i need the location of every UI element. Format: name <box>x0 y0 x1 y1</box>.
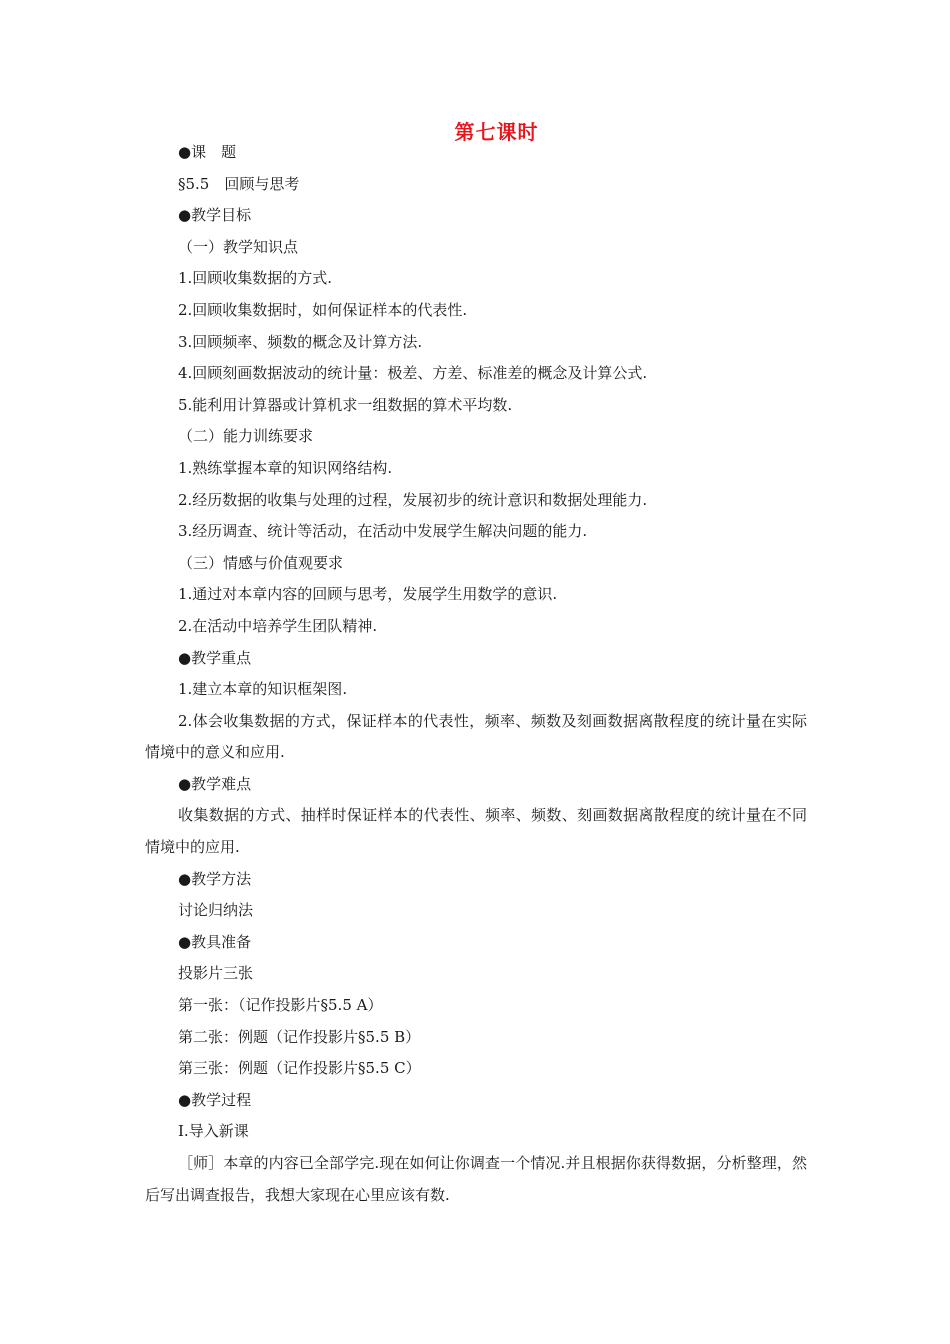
text-line: Ⅰ.导入新课 <box>178 1122 249 1141</box>
text-line: 第一张：（记作投影片§5.5 A） <box>178 996 383 1015</box>
text-line: ●教学目标 <box>178 206 252 225</box>
text-line: 讨论归纳法 <box>178 901 254 920</box>
paragraph-difficulty: 收集数据的方式、抽样时保证样本的代表性、频率、频数、刻画数据离散程度的统计量在不同情境中的应用. <box>145 806 807 857</box>
text-line: 1.回顾收集数据的方式. <box>178 269 333 288</box>
paragraph-key-points: 2.体会收集数据的方式，保证样本的代表性，频率、频数及刻画数据离散程度的统计量在实际情境中的意义和应用. <box>145 711 807 762</box>
text-line: 2.在活动中培养学生团队精神. <box>178 616 378 635</box>
text-line: 4.回顾刻画数据波动的统计量：极差、方差、标准差的概念及计算公式. <box>178 364 648 383</box>
text-line: ●教学难点 <box>178 774 252 793</box>
text-line: 第三张：例题（记作投影片§5.5 C） <box>178 1059 421 1078</box>
text-line: 第二张：例题（记作投影片§5.5 B） <box>178 1027 421 1046</box>
text-line: （二）能力训练要求 <box>178 427 314 446</box>
text-line: （一）教学知识点 <box>178 237 299 256</box>
text-line: 投影片三张 <box>178 964 254 983</box>
text-line: 1.通过对本章内容的回顾与思考，发展学生用数学的意识. <box>178 585 558 604</box>
text-line: 3.经历调查、统计等活动，在活动中发展学生解决问题的能力. <box>178 522 588 541</box>
text-line: 2.回顾收集数据时，如何保证样本的代表性. <box>178 300 468 319</box>
text-line: 2.经历数据的收集与处理的过程，发展初步的统计意识和数据处理能力. <box>178 490 648 509</box>
text-line: 1.建立本章的知识框架图. <box>178 680 348 699</box>
text-line: ●教学方法 <box>178 869 252 888</box>
text-line: §5.5 回顾与思考 <box>178 174 300 193</box>
text-line: 5.能利用计算器或计算机求一组数据的算术平均数. <box>178 395 513 414</box>
text-line: 1.熟练掌握本章的知识网络结构. <box>178 458 393 477</box>
text-line: （三）情感与价值观要求 <box>178 553 344 572</box>
text-line: ●教具准备 <box>178 932 252 951</box>
text-line: ●课 题 <box>178 143 237 161</box>
paragraph-intro: ［师］本章的内容已全部学完.现在如何让你调查一个情况.并且根据你获得数据，分析整理，然后写出调查报告，我想大家现在心里应该有数. <box>145 1154 807 1204</box>
text-line: 3.回顾频率、频数的概念及计算方法. <box>178 332 423 351</box>
document-body <box>145 137 807 1211</box>
text-line: ●教学过程 <box>178 1090 252 1109</box>
lesson-title: 第七课时 <box>454 120 539 144</box>
text-line: ●教学重点 <box>178 648 252 667</box>
